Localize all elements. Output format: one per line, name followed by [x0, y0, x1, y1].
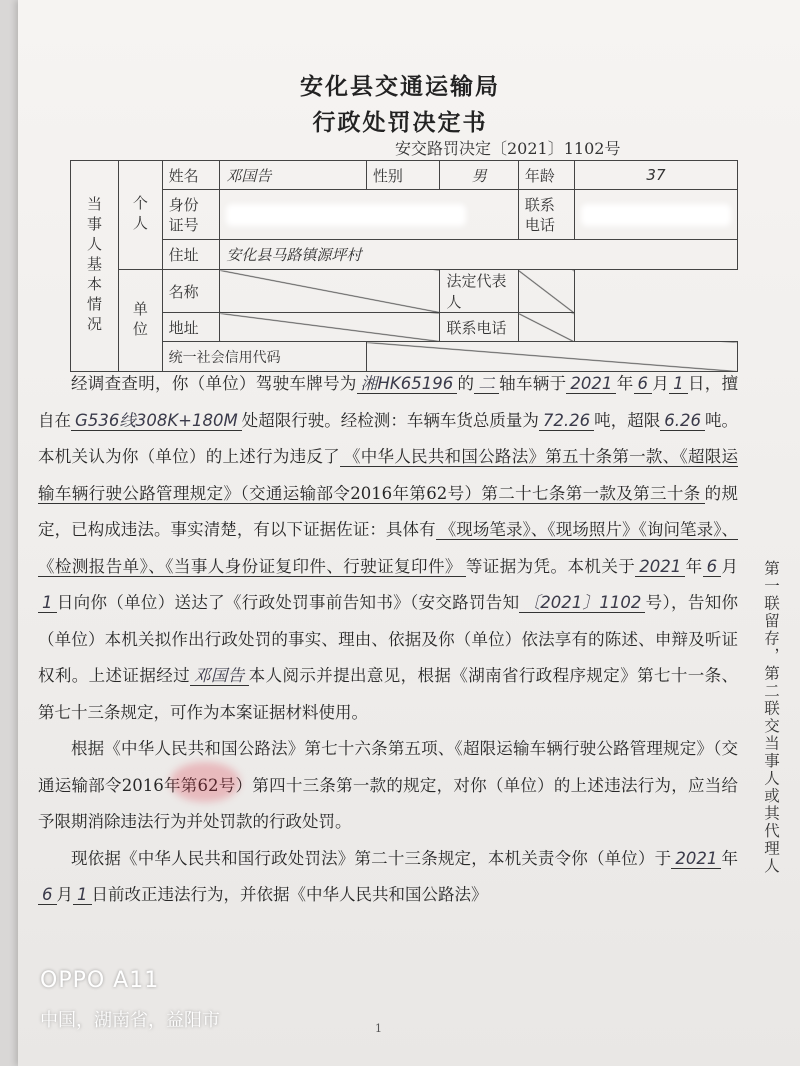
- evidence-list: 《现场笔录》、《现场照片》《询问笔录》、《检测报告单》、《当事人身份证复印件、行驶证复印件》: [38, 520, 739, 576]
- violation-month: 6: [634, 374, 653, 394]
- gender-value: 男: [440, 161, 518, 190]
- unit-name-label: 名称: [162, 270, 220, 313]
- unit-address-value-empty: [220, 313, 440, 342]
- id-label: 身份证号: [162, 190, 220, 240]
- unit-name-value-empty: [220, 270, 440, 313]
- individual-label: 个人: [119, 161, 163, 270]
- camera-location-watermark: 中国，湖南省，益阳市: [40, 1010, 220, 1031]
- party-section-label: 当事人基本情况: [71, 161, 119, 372]
- gross-weight: 72.26: [539, 411, 594, 431]
- phone-label: 联系电话: [518, 190, 574, 240]
- violation-year: 2021: [566, 374, 616, 394]
- notice-month: 6: [703, 557, 722, 577]
- axle-count: 二: [474, 374, 499, 394]
- deadline-year: 2021: [671, 849, 721, 869]
- legal-rep-label: 法定代表人: [440, 270, 518, 313]
- address-label: 住址: [162, 240, 220, 270]
- paragraph-facts: 经调查查明，你（单位）驾驶车牌号为 湘HK65196 的 二 轴车辆于 2021 年 6 月 1 日，擅自在 G536线308K+180M 处超限行驶。经检测：车辆车货总质量为 72.26 吨，超限 6.26 吨。本机关认为你（单位）的上述行为违反了 《中华人民共和国公路法》第五十条第一款、《超限运输车辆行驶公路管理规定》（交通运输部令2016年第62号）第二十七条第一款及第三十条 的规定，已构成违法。事实清楚，有以下证据佐证：具体有 《现场笔录》、《现场照片》《询问笔录》、《检测报告单》、《当事人身份证复印件、行驶证复印件》 等证据为凭。本机关于 2021 年 6 月1 日向你（单位）送达了《行政处罚事前告知书》（安交路罚告知 〔2021〕1102 号），告知你（单位）本机关拟作出行政处罚的事实、理由、依据及你（单位）依法享有的陈述、申辩及听证权利。上述证据经过 邓国告 本人阅示并提出意见，根据《湖南省行政程序规定》第七十一条、第七十三条规定，可作为本案证据材料使用。: [38, 374, 739, 722]
- name-label: 姓名: [162, 161, 220, 190]
- age-label: 年龄: [518, 161, 574, 190]
- plate-number: 湘HK65196: [357, 374, 458, 394]
- deadline-month: 6: [38, 885, 57, 905]
- legal-rep-value-empty: [518, 270, 574, 313]
- page-number: 1: [375, 1022, 382, 1035]
- overweight-amount: 6.26: [660, 411, 705, 431]
- agency-title: 安化县交通运输局: [300, 73, 500, 100]
- gender-label: 性别: [366, 161, 440, 190]
- id-value-redacted: [220, 190, 519, 240]
- notice-number: 〔2021〕1102: [519, 593, 645, 613]
- unit-label: 单位: [119, 270, 163, 372]
- age-value: 37: [574, 161, 737, 190]
- copy-distribution-note: 第一联留存，第二联交当事人或其代理人: [762, 560, 780, 875]
- unit-address-label: 地址: [162, 313, 220, 342]
- phone-value-redacted: [574, 190, 737, 240]
- red-fingerprint-stamp: [170, 762, 240, 802]
- unit-phone-value-empty: [518, 313, 574, 342]
- paragraph-order: 现依据《中华人民共和国行政处罚法》第二十三条规定，本机关责令你（单位）于 2021 年6 月 1 日前改正违法行为，并依据《中华人民共和国公路法》: [38, 841, 738, 914]
- deadline-day: 1: [73, 885, 92, 905]
- notice-day: 1: [38, 593, 57, 613]
- paragraph-legal-basis: 根据《中华人民共和国公路法》第七十六条第五项、《超限运输车辆行驶公路管理规定》（交通运输部令2016年第62号）第四十三条第一款的规定，对你（单位）的上述违法行为，应当给予限期消除违法行为并处罚款的行政处罚。: [38, 739, 738, 831]
- notice-year: 2021: [635, 557, 685, 577]
- camera-device-watermark: OPPO A11: [40, 968, 160, 993]
- document-type-title: 行政处罚决定书: [312, 109, 488, 136]
- address-value: 安化县马路镇源坪村: [220, 240, 738, 270]
- document-number: 安交路罚决定〔2021〕1102号: [395, 139, 621, 158]
- signer-name: 邓国告: [190, 666, 249, 686]
- violated-laws: 《中华人民共和国公路法》第五十条第一款、《超限运输车辆行驶公路管理规定》（交通运输部令2016年第62号）第二十七条第一款及第三十条: [38, 447, 739, 503]
- name-value: 邓国告: [220, 161, 366, 190]
- decision-body: [38, 366, 738, 914]
- unit-phone-label: 联系电话: [440, 313, 518, 342]
- violation-day: 1: [669, 374, 688, 394]
- party-info-table: [70, 160, 738, 372]
- credit-code-label: 统一社会信用代码: [162, 342, 366, 372]
- violation-location: G536线308K+180M: [71, 411, 242, 431]
